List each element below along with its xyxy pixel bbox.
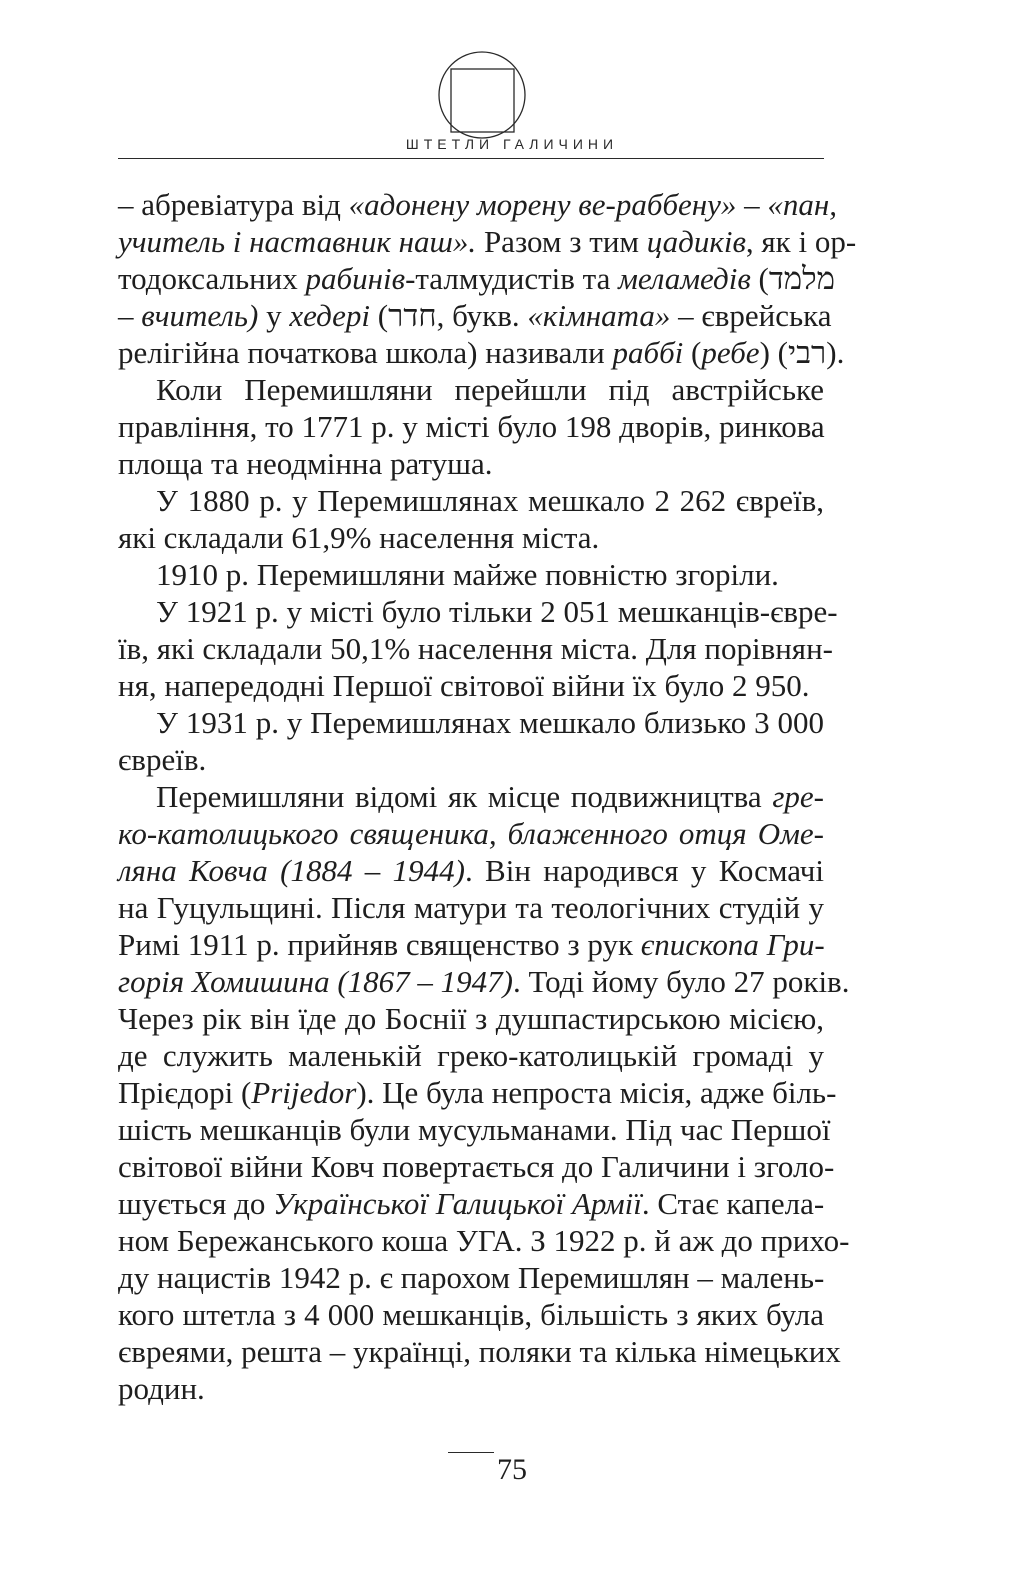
text-run: , як і ор- <box>745 224 857 259</box>
italic-text-run: ко-католицького священика, блаженного отця Оме- <box>118 816 824 851</box>
text-line <box>118 1000 824 1037</box>
text-run: – єврейська <box>670 298 832 333</box>
italic-text-run: учитель і наставник наш». <box>118 224 477 259</box>
text-line <box>118 963 850 1000</box>
text-line <box>118 556 824 593</box>
text-run: тодоксальних <box>118 261 306 296</box>
text-run: які складали 61,9% населення міста. <box>118 520 600 555</box>
italic-text-run: рабинів <box>305 261 406 296</box>
text-line <box>118 741 824 778</box>
text-run: Прієдорі ( <box>118 1075 252 1110</box>
text-line <box>118 1222 850 1259</box>
text-line <box>118 371 824 408</box>
text-run: У 1931 р. у Перемишлянах мешкало близько 3 000 <box>156 705 824 740</box>
text-run: на Гуцульщині. Після матури та теологічних студій у <box>118 890 824 925</box>
text-run: (חדר, букв. <box>370 298 528 333</box>
text-run: ). Це була непроста місія, адже біль- <box>356 1075 837 1110</box>
italic-text-run: цадиків <box>646 224 746 259</box>
text-run: площа та неодмінна ратуша. <box>118 446 493 481</box>
text-line <box>118 1370 824 1407</box>
text-line <box>118 1333 841 1370</box>
text-run: євреями, решта – українці, поляки та кілька німецьких <box>118 1334 841 1369</box>
text-run: Римі 1911 р. прийняв священство з рук <box>118 927 641 962</box>
text-run: ном Бережанського коша УГА. З 1922 р. й аж до прихо- <box>118 1223 850 1258</box>
italic-text-run: горія Хомишина (1867 – 1947) <box>118 964 513 999</box>
circle-square-emblem-icon <box>437 50 527 140</box>
text-line <box>118 482 824 519</box>
text-run: родин. <box>118 1371 205 1406</box>
text-run: . Він народився у Космачі <box>464 853 825 888</box>
text-line <box>118 852 824 889</box>
text-run: Разом з тим <box>476 224 647 259</box>
italic-text-run: Prijedor <box>251 1075 357 1110</box>
running-header-title: ШТЕТЛИ ГАЛИЧИНИ <box>405 136 619 152</box>
text-line <box>118 260 836 297</box>
text-run: ( <box>683 335 702 370</box>
italic-text-run: єпископа Гри- <box>640 927 825 962</box>
text-line <box>118 408 824 445</box>
text-run: ня, напередодні Першої світової війни їх було 2 950. <box>118 668 810 703</box>
text-run: – абревіатура від <box>118 187 349 222</box>
text-line <box>118 593 838 630</box>
text-run: У 1880 р. у Перемишлянах мешкало 2 262 євреїв, <box>156 483 824 518</box>
text-run: світової війни Ковч повертається до Галичини і зголо- <box>118 1149 835 1184</box>
italic-text-run: раббі <box>612 335 684 370</box>
italic-text-run: Української Галицької Армії <box>273 1186 642 1221</box>
text-line <box>118 778 824 815</box>
text-run: ду нацистів 1942 р. є парохом Перемишлян – малень- <box>118 1260 825 1295</box>
text-run: кого штетла з 4 000 мешканців, більшість з яких була <box>118 1297 824 1332</box>
text-run: 1910 р. Перемишляни майже повністю згоріли. <box>156 557 779 592</box>
text-line <box>118 1037 824 1074</box>
text-line <box>118 704 824 741</box>
italic-text-run: – вчитель) <box>118 298 259 333</box>
text-line <box>118 186 838 223</box>
text-line <box>118 815 824 852</box>
text-line <box>118 1185 824 1222</box>
text-line <box>118 889 824 926</box>
header-rule <box>118 158 824 159</box>
text-line <box>118 1296 824 1333</box>
text-run: У 1921 р. у місті було тільки 2 051 мешканців-євре- <box>156 594 838 629</box>
italic-text-run: ребе <box>701 335 760 370</box>
text-line <box>118 667 824 704</box>
text-run: у <box>258 298 290 333</box>
text-line <box>118 630 833 667</box>
text-line <box>118 1259 824 1296</box>
text-run: Через рік він їде до Боснії з душпастирською місією, <box>118 1001 824 1036</box>
text-run: релігійна початкова школа) називали <box>118 335 613 370</box>
italic-text-run: ляна Ковча (1884 – 1944) <box>118 853 465 888</box>
text-line <box>118 926 824 963</box>
text-run: шується до <box>118 1186 274 1221</box>
text-line <box>118 1111 831 1148</box>
text-run: їв, які складали 50,1% населення міста. Для порівнян- <box>118 631 833 666</box>
text-run: де служить маленькій греко-католицькій громаді у <box>118 1038 824 1073</box>
text-line <box>118 297 832 334</box>
text-line <box>118 1074 837 1111</box>
text-line <box>118 334 845 371</box>
italic-text-run: «кімната» <box>527 298 671 333</box>
text-run: шість мешканців були мусульманами. Під час Першої <box>118 1112 831 1147</box>
text-run: . Стає капела- <box>641 1186 825 1221</box>
page-number: 75 <box>497 1453 527 1486</box>
text-run: Коли Перемишляни перейшли під австрійське <box>156 372 824 407</box>
text-run: Перемишляни відомі як місце подвижництва <box>156 779 773 814</box>
text-line <box>118 1148 835 1185</box>
text-run: . Тоді йому було 27 років. <box>512 964 850 999</box>
text-run: правління, то 1771 р. у місті було 198 дворів, ринкова <box>118 409 825 444</box>
italic-text-run: «адонену морену ве-раббену» – «пан, <box>348 187 838 222</box>
text-line <box>118 223 857 260</box>
body-text <box>118 186 857 1407</box>
text-run: -талмудистів та <box>405 261 619 296</box>
text-line <box>118 445 824 482</box>
text-run: (מלמד <box>750 261 836 296</box>
text-run: євреїв. <box>118 742 207 777</box>
italic-text-run: гре- <box>772 779 824 814</box>
italic-text-run: меламедів <box>618 261 751 296</box>
text-run: ) (רבי). <box>759 335 845 370</box>
text-line <box>118 519 824 556</box>
italic-text-run: хедері <box>289 298 371 333</box>
